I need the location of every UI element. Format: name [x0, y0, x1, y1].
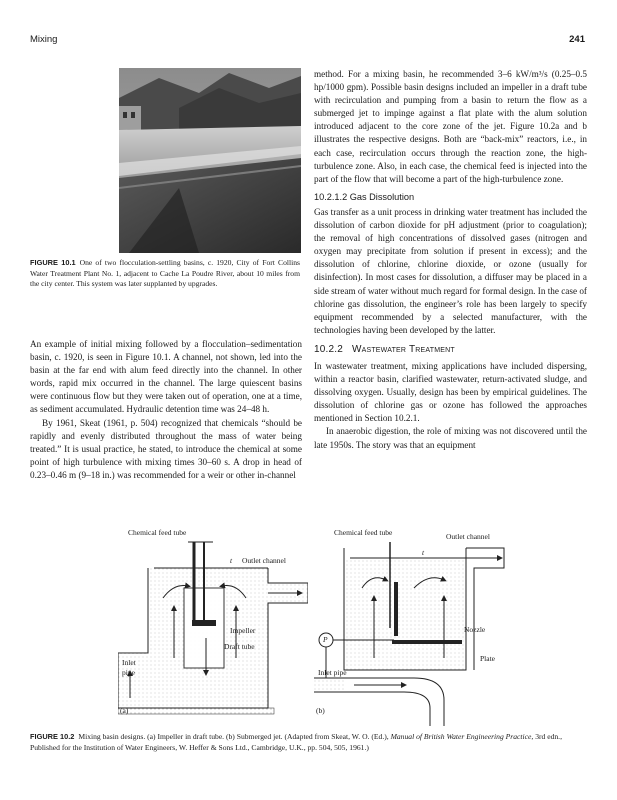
label-impeller: Impeller: [230, 626, 256, 635]
label-plate: Plate: [480, 654, 495, 663]
figure-10-1-label: FIGURE 10.1: [30, 258, 76, 267]
paragraph-anaerobic-digestion: In anaerobic digestion, the role of mixing was not discovered until the late 1950s. The story was that an equipment: [314, 426, 587, 450]
section-heading-gas-dissolution: 10.2.1.2 Gas Dissolution: [314, 191, 415, 202]
figure-10-2-label: FIGURE 10.2: [30, 732, 75, 741]
running-header-section: Mixing: [30, 34, 58, 45]
label-chemical-feed-tube-b: Chemical feed tube: [334, 528, 393, 537]
figure-10-2-caption: [30, 732, 586, 754]
paragraph-wastewater-mixing: In wastewater treatment, mixing applications have included dispersing, within a reactor basin, clarified wastewater, return-activated sludge, and dissolving oxygen. Usually, design has been by empirical guidelines. The dissolution of chlorine gas or ozone has followed the approaches mentioned in Section 10.2.1.: [314, 360, 587, 424]
paragraph-mixing-basin-method: method. For a mixing basin, he recommended 3–6 kW/m³/s (0.25–0.5 hp/1000 gpm). Possible basin designs included an impeller in a draft tube with recirculation and pumping from a basin to return the flow as a submerged jet to impinge against a flat plate with the alum solution introduced adjacent to the core zone of the jet. Figure 10.2a and b illustrates the respective designs. Both are “back-mix” reactors, i.e., in each case, recirculation occurs through the reaction zone, the high-turbulence zone. Also, in each case, the chemical feed is injected into the part of the flow that will become a part of the high-turbulence zone.: [314, 69, 587, 184]
figure-10-2-caption-title: Manual of British Water Engineering Practice: [390, 732, 532, 741]
right-column: [314, 68, 587, 452]
figure-10-1-caption-text: One of two flocculation-settling basins, c. 1920, City of Fort Collins Water Treatment Plant No. 1, adjacent to Cache La Poudre River, about 10 miles from the city center. This system was later supplanted by upgrades.: [30, 258, 300, 288]
figure-10-2-caption-post: , 3rd edn., Published for the Institution of Water Engineers, W. Heffer & Sons Ltd., Cambridge, U.K., pp. 504, 505, 1961.): [30, 732, 562, 752]
paragraph-initial-mixing: An example of initial mixing followed by a flocculation–sedimentation basin, c. 1920, is seen in Figure 10.1. A channel, not shown, led into the basin at the far end with alum feed directly into the channel. In other words, rapid mix occurred in the channel. The large quiescent basins were continuous flow but they were taken out of operation, one at a time, as sediment accumulated. Hydraulic detention time was 24–48 h.: [30, 339, 302, 415]
figure-10-1-caption: [30, 258, 300, 290]
paragraph-skeat-1961: By 1961, Skeat (1961, p. 504) recognized that chemicals “should be rapidly and evenly distributed throughout the mass of water being treated.” It is usual practice, he stated, to introduce the chemical at some point of high turbulence with mixing times 30–60 s. A drop in head of 0.23–0.46 m (9–18 in.) was recommended for a weir or other in-channel: [30, 417, 302, 480]
label-outlet-channel-b: Outlet channel: [446, 532, 490, 541]
page-number: 241: [569, 34, 585, 45]
section-number: 10.2.2: [314, 343, 344, 355]
label-pump: P: [323, 635, 328, 644]
figure-10-2-caption-pre: Mixing basin designs. (a) Impeller in draft tube. (b) Submerged jet. (Adapted from Skeat, W. O. (Ed.),: [78, 732, 391, 741]
panel-label-b: (b): [316, 706, 325, 715]
section-heading-wastewater-treatment: [314, 343, 587, 356]
diagram-submerged-jet: [314, 528, 506, 726]
label-inlet-pipe: Inlet pipe: [318, 668, 347, 677]
label-chemical-feed-tube-a: Chemical feed tube: [128, 528, 187, 537]
label-draft-tube: Draft tube: [224, 642, 255, 651]
label-inlet-a: Inlet: [122, 658, 136, 667]
diagram-impeller-draft-tube: [118, 528, 308, 726]
flocculation-basin-photo: [119, 68, 301, 253]
left-column: [30, 338, 302, 482]
section-title: Wastewater Treatment: [351, 343, 455, 355]
panel-label-a: (a): [120, 706, 129, 715]
label-outlet-channel-a: Outlet channel: [242, 556, 286, 565]
label-nozzle: Nozzle: [464, 625, 486, 634]
paragraph-gas-dissolution: Gas transfer as a unit process in drinking water treatment has included the dissolution of carbon dioxide for pH adjustment (prior to coagulation); the removal of high concentrations of dissolved gases (nitrogen and oxygen may precipitate from solution if present in excess); and the dissolution of chlorine, chlorine dioxide, or ozone (usually for disinfection). In most cases for dissolution, a diffuser may be placed in a side stream of water without much regard for formal design. In the case of chlorine gas dissolution, the engineer’s role has been largely to specify equipment recommended by a selected manufacturer, with the technologies having been developed by the latter.: [314, 206, 587, 335]
label-t-b: t: [422, 548, 425, 557]
label-pipe-a: pipe: [122, 668, 135, 677]
label-t-a: t: [230, 556, 233, 565]
